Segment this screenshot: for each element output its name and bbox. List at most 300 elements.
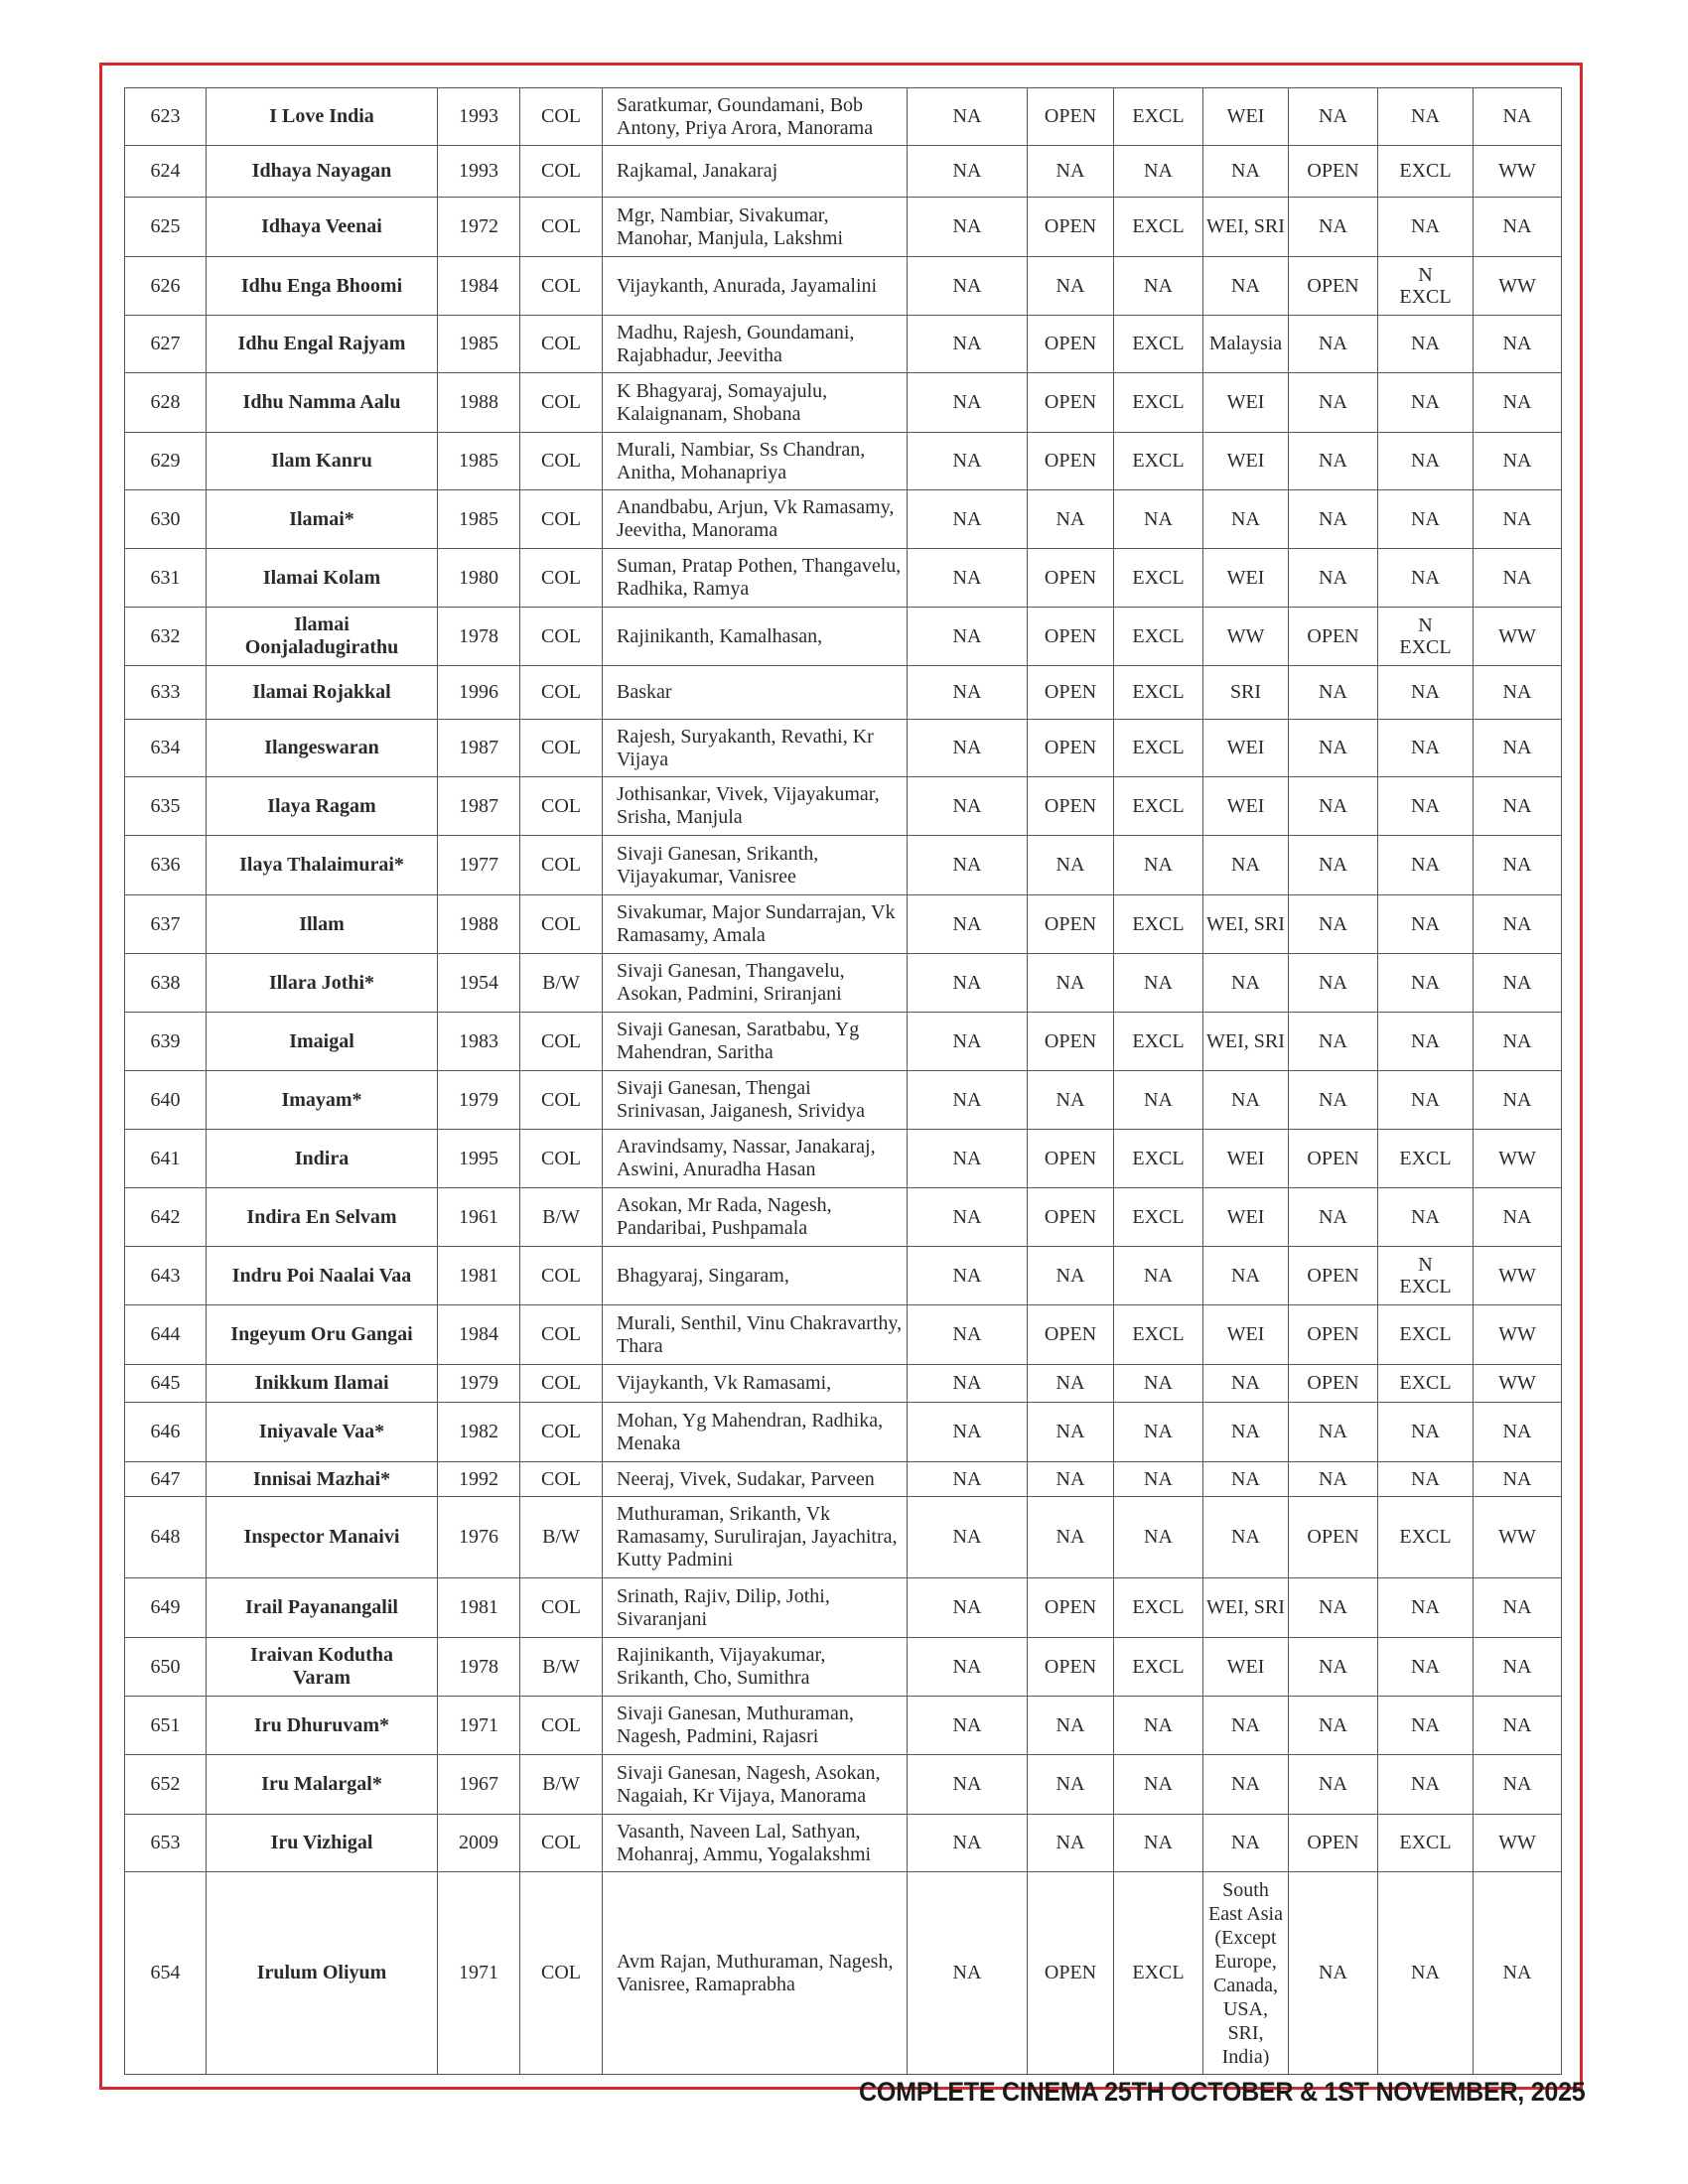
film-number: 644 [125, 1305, 207, 1365]
film-number: 637 [125, 895, 207, 954]
table-row [125, 777, 1562, 836]
release-year: 1993 [438, 146, 520, 198]
film-title: Illara Jothi* [207, 954, 438, 1013]
rights-cell-6: NA [1378, 549, 1474, 608]
table-row [125, 1188, 1562, 1247]
rights-cell-3: EXCL [1114, 895, 1203, 954]
rights-cell-5: OPEN [1289, 146, 1378, 198]
territory-cell: WEI, SRI [1203, 198, 1289, 257]
rights-cell-6: EXCL [1378, 1365, 1474, 1403]
rights-cell-1: NA [908, 1755, 1028, 1815]
film-format: COL [520, 549, 603, 608]
cast-list: Aravindsamy, Nassar, Janakaraj, Aswini, Anuradha Hasan [603, 1130, 908, 1188]
film-title: Iru Malargal* [207, 1755, 438, 1815]
rights-cell-1: NA [908, 1013, 1028, 1071]
rights-cell-7: NA [1474, 373, 1562, 433]
rights-cell-5: OPEN [1289, 1305, 1378, 1365]
film-number: 643 [125, 1247, 207, 1305]
rights-cell-7: WW [1474, 1247, 1562, 1305]
film-number: 625 [125, 198, 207, 257]
table-row [125, 1071, 1562, 1130]
rights-cell-5: NA [1289, 720, 1378, 777]
rights-cell-6: NA [1378, 836, 1474, 895]
rights-cell-5: NA [1289, 954, 1378, 1013]
rights-cell-6: NA [1378, 1697, 1474, 1755]
rights-cell-6: EXCL [1378, 1497, 1474, 1578]
rights-cell-3: EXCL [1114, 1188, 1203, 1247]
film-number: 638 [125, 954, 207, 1013]
table-row [125, 257, 1562, 316]
rights-cell-5: NA [1289, 198, 1378, 257]
rights-cell-6: EXCL [1378, 146, 1474, 198]
table-row [125, 1697, 1562, 1755]
table-row [125, 146, 1562, 198]
film-number: 642 [125, 1188, 207, 1247]
territory-cell: NA [1203, 1497, 1289, 1578]
rights-cell-2: NA [1028, 1755, 1114, 1815]
rights-cell-7: NA [1474, 895, 1562, 954]
rights-cell-7: NA [1474, 433, 1562, 490]
rights-cell-6: NA [1378, 1071, 1474, 1130]
film-format: COL [520, 373, 603, 433]
film-title: I Love India [207, 88, 438, 146]
rights-cell-2: OPEN [1028, 1188, 1114, 1247]
rights-cell-2: NA [1028, 836, 1114, 895]
film-number: 649 [125, 1578, 207, 1638]
rights-cell-1: NA [908, 1188, 1028, 1247]
rights-cell-1: NA [908, 666, 1028, 720]
table-row [125, 1497, 1562, 1578]
release-year: 1978 [438, 1638, 520, 1697]
film-title: Iru Dhuruvam* [207, 1697, 438, 1755]
cast-list: Saratkumar, Goundamani, Bob Antony, Priya Arora, Manorama [603, 88, 908, 146]
film-number: 645 [125, 1365, 207, 1403]
rights-cell-1: NA [908, 373, 1028, 433]
rights-cell-6: NA [1378, 777, 1474, 836]
release-year: 1972 [438, 198, 520, 257]
film-format: COL [520, 1462, 603, 1497]
rights-cell-3: NA [1114, 1462, 1203, 1497]
table-row [125, 88, 1562, 146]
cast-list: Jothisankar, Vivek, Vijayakumar, Srisha, Manjula [603, 777, 908, 836]
cast-list: Sivaji Ganesan, Muthuraman, Nagesh, Padmini, Rajasri [603, 1697, 908, 1755]
rights-cell-3: EXCL [1114, 1305, 1203, 1365]
rights-cell-3: NA [1114, 1815, 1203, 1872]
film-number: 630 [125, 490, 207, 549]
release-year: 1985 [438, 433, 520, 490]
territory-cell: WEI [1203, 88, 1289, 146]
territory-cell: NA [1203, 836, 1289, 895]
rights-cell-7: WW [1474, 1365, 1562, 1403]
film-format: COL [520, 1305, 603, 1365]
rights-cell-5: NA [1289, 490, 1378, 549]
film-format: B/W [520, 1188, 603, 1247]
rights-cell-2: OPEN [1028, 666, 1114, 720]
release-year: 1988 [438, 895, 520, 954]
rights-cell-3: EXCL [1114, 1872, 1203, 2075]
film-number: 648 [125, 1497, 207, 1578]
rights-cell-5: NA [1289, 1462, 1378, 1497]
territory-cell: NA [1203, 954, 1289, 1013]
territory-cell: NA [1203, 1755, 1289, 1815]
release-year: 1967 [438, 1755, 520, 1815]
film-number: 652 [125, 1755, 207, 1815]
cast-list: Suman, Pratap Pothen, Thangavelu, Radhika, Ramya [603, 549, 908, 608]
film-title: Idhaya Veenai [207, 198, 438, 257]
rights-cell-2: NA [1028, 1697, 1114, 1755]
rights-cell-5: NA [1289, 1188, 1378, 1247]
rights-cell-3: EXCL [1114, 549, 1203, 608]
rights-cell-6: NA [1378, 720, 1474, 777]
table-row [125, 1462, 1562, 1497]
rights-cell-2: OPEN [1028, 433, 1114, 490]
rights-cell-6: NA [1378, 895, 1474, 954]
film-title: Ilam Kanru [207, 433, 438, 490]
territory-cell: NA [1203, 1247, 1289, 1305]
rights-cell-2: NA [1028, 1497, 1114, 1578]
rights-cell-5: NA [1289, 777, 1378, 836]
rights-cell-1: NA [908, 1578, 1028, 1638]
table-row [125, 549, 1562, 608]
territory-cell: WEI [1203, 720, 1289, 777]
table-row [125, 1638, 1562, 1697]
territory-cell: NA [1203, 1815, 1289, 1872]
rights-cell-5: OPEN [1289, 1130, 1378, 1188]
table-row [125, 373, 1562, 433]
rights-cell-7: NA [1474, 490, 1562, 549]
rights-cell-1: NA [908, 1130, 1028, 1188]
rights-cell-5: NA [1289, 1071, 1378, 1130]
cast-list: Anandbabu, Arjun, Vk Ramasamy, Jeevitha, Manorama [603, 490, 908, 549]
rights-cell-5: NA [1289, 1697, 1378, 1755]
rights-cell-1: NA [908, 549, 1028, 608]
rights-cell-6: NA [1378, 1872, 1474, 2075]
cast-list: Madhu, Rajesh, Goundamani, Rajabhadur, Jeevitha [603, 316, 908, 373]
cast-list: Rajinikanth, Vijayakumar, Srikanth, Cho, Sumithra [603, 1638, 908, 1697]
table-row [125, 1755, 1562, 1815]
film-rights-table [124, 87, 1562, 2075]
release-year: 1995 [438, 1130, 520, 1188]
rights-cell-2: OPEN [1028, 1872, 1114, 2075]
rights-cell-3: NA [1114, 1365, 1203, 1403]
film-number: 626 [125, 257, 207, 316]
release-year: 1981 [438, 1247, 520, 1305]
cast-list: Vasanth, Naveen Lal, Sathyan, Mohanraj, Ammu, Yogalakshmi [603, 1815, 908, 1872]
rights-cell-3: NA [1114, 836, 1203, 895]
territory-cell: NA [1203, 1403, 1289, 1462]
rights-cell-3: NA [1114, 1247, 1203, 1305]
film-number: 623 [125, 88, 207, 146]
rights-cell-1: NA [908, 720, 1028, 777]
cast-list: Rajkamal, Janakaraj [603, 146, 908, 198]
rights-cell-6: NA [1378, 316, 1474, 373]
rights-cell-2: NA [1028, 954, 1114, 1013]
territory-cell: NA [1203, 146, 1289, 198]
film-format: COL [520, 895, 603, 954]
rights-cell-7: NA [1474, 1188, 1562, 1247]
cast-list: Sivakumar, Major Sundarrajan, Vk Ramasamy, Amala [603, 895, 908, 954]
territory-cell: WEI [1203, 777, 1289, 836]
rights-cell-5: OPEN [1289, 1365, 1378, 1403]
territory-cell: WW [1203, 608, 1289, 666]
film-title: Indira [207, 1130, 438, 1188]
rights-cell-2: NA [1028, 257, 1114, 316]
film-title: Idhaya Nayagan [207, 146, 438, 198]
rights-cell-5: OPEN [1289, 1497, 1378, 1578]
release-year: 1985 [438, 490, 520, 549]
rights-cell-1: NA [908, 1403, 1028, 1462]
rights-cell-7: NA [1474, 1462, 1562, 1497]
cast-list: Rajinikanth, Kamalhasan, [603, 608, 908, 666]
rights-cell-5: NA [1289, 373, 1378, 433]
film-format: COL [520, 433, 603, 490]
territory-cell: WEI, SRI [1203, 895, 1289, 954]
film-format: COL [520, 1013, 603, 1071]
film-title: Idhu Engal Rajyam [207, 316, 438, 373]
film-title: Ilamai Kolam [207, 549, 438, 608]
film-format: COL [520, 1872, 603, 2075]
table-row [125, 1815, 1562, 1872]
rights-cell-6: NA [1378, 373, 1474, 433]
rights-cell-1: NA [908, 1697, 1028, 1755]
rights-cell-3: EXCL [1114, 433, 1203, 490]
rights-cell-7: WW [1474, 146, 1562, 198]
rights-cell-1: NA [908, 490, 1028, 549]
film-format: COL [520, 1815, 603, 1872]
table-row [125, 720, 1562, 777]
table-body [125, 88, 1562, 2075]
rights-cell-2: OPEN [1028, 1638, 1114, 1697]
film-number: 629 [125, 433, 207, 490]
rights-cell-7: NA [1474, 720, 1562, 777]
release-year: 1976 [438, 1497, 520, 1578]
rights-cell-3: EXCL [1114, 198, 1203, 257]
table-row [125, 1403, 1562, 1462]
rights-cell-7: NA [1474, 198, 1562, 257]
territory-cell: South East Asia (Except Europe, Canada, USA, SRI, India) [1203, 1872, 1289, 2075]
film-format: COL [520, 1403, 603, 1462]
release-year: 1996 [438, 666, 520, 720]
film-format: COL [520, 490, 603, 549]
rights-cell-6: NA [1378, 1578, 1474, 1638]
rights-cell-5: NA [1289, 88, 1378, 146]
film-number: 634 [125, 720, 207, 777]
rights-cell-3: EXCL [1114, 1130, 1203, 1188]
cast-list: Neeraj, Vivek, Sudakar, Parveen [603, 1462, 908, 1497]
rights-cell-6: NA [1378, 1403, 1474, 1462]
film-title: Illam [207, 895, 438, 954]
rights-cell-5: NA [1289, 1638, 1378, 1697]
film-format: COL [520, 1130, 603, 1188]
film-format: COL [520, 88, 603, 146]
table-row [125, 316, 1562, 373]
rights-cell-7: NA [1474, 1403, 1562, 1462]
film-number: 646 [125, 1403, 207, 1462]
release-year: 1993 [438, 88, 520, 146]
rights-cell-2: OPEN [1028, 720, 1114, 777]
release-year: 1971 [438, 1697, 520, 1755]
cast-list: Avm Rajan, Muthuraman, Nagesh, Vanisree, Ramaprabha [603, 1872, 908, 2075]
rights-cell-3: EXCL [1114, 373, 1203, 433]
film-number: 635 [125, 777, 207, 836]
rights-cell-2: OPEN [1028, 608, 1114, 666]
table-row [125, 1305, 1562, 1365]
rights-cell-2: NA [1028, 1462, 1114, 1497]
rights-cell-5: NA [1289, 895, 1378, 954]
release-year: 1979 [438, 1071, 520, 1130]
table-row [125, 836, 1562, 895]
film-format: COL [520, 836, 603, 895]
rights-cell-2: OPEN [1028, 1578, 1114, 1638]
territory-cell: WEI [1203, 1305, 1289, 1365]
release-year: 1992 [438, 1462, 520, 1497]
release-year: 2009 [438, 1815, 520, 1872]
release-year: 1985 [438, 316, 520, 373]
rights-cell-2: OPEN [1028, 1013, 1114, 1071]
rights-cell-2: OPEN [1028, 316, 1114, 373]
rights-cell-6: EXCL [1378, 1305, 1474, 1365]
table-row [125, 1013, 1562, 1071]
cast-list: Murali, Senthil, Vinu Chakravarthy, Thara [603, 1305, 908, 1365]
cast-list: K Bhagyaraj, Somayajulu, Kalaignanam, Shobana [603, 373, 908, 433]
film-number: 632 [125, 608, 207, 666]
film-number: 628 [125, 373, 207, 433]
film-format: COL [520, 1071, 603, 1130]
rights-cell-5: NA [1289, 316, 1378, 373]
rights-cell-3: NA [1114, 490, 1203, 549]
rights-cell-3: NA [1114, 257, 1203, 316]
rights-cell-2: OPEN [1028, 1130, 1114, 1188]
rights-cell-7: NA [1474, 1872, 1562, 2075]
film-format: B/W [520, 1755, 603, 1815]
rights-cell-6: N EXCL [1378, 257, 1474, 316]
rights-cell-2: OPEN [1028, 88, 1114, 146]
film-format: B/W [520, 1638, 603, 1697]
rights-cell-2: OPEN [1028, 549, 1114, 608]
rights-cell-6: EXCL [1378, 1130, 1474, 1188]
cast-list: Murali, Nambiar, Ss Chandran, Anitha, Mohanapriya [603, 433, 908, 490]
film-number: 636 [125, 836, 207, 895]
territory-cell: Malaysia [1203, 316, 1289, 373]
rights-cell-5: NA [1289, 666, 1378, 720]
film-format: COL [520, 146, 603, 198]
release-year: 1977 [438, 836, 520, 895]
release-year: 1987 [438, 777, 520, 836]
rights-cell-7: NA [1474, 836, 1562, 895]
territory-cell: NA [1203, 257, 1289, 316]
film-number: 650 [125, 1638, 207, 1697]
film-title: Indira En Selvam [207, 1188, 438, 1247]
film-title: Indru Poi Naalai Vaa [207, 1247, 438, 1305]
rights-cell-2: NA [1028, 1365, 1114, 1403]
territory-cell: WEI [1203, 1188, 1289, 1247]
rights-cell-5: NA [1289, 433, 1378, 490]
table-row [125, 895, 1562, 954]
rights-cell-5: OPEN [1289, 1815, 1378, 1872]
film-number: 647 [125, 1462, 207, 1497]
rights-cell-3: NA [1114, 146, 1203, 198]
territory-cell: WEI, SRI [1203, 1013, 1289, 1071]
rights-cell-5: NA [1289, 836, 1378, 895]
rights-cell-6: NA [1378, 1013, 1474, 1071]
film-format: COL [520, 1365, 603, 1403]
film-number: 627 [125, 316, 207, 373]
table-row [125, 666, 1562, 720]
table-row [125, 1247, 1562, 1305]
rights-cell-3: EXCL [1114, 666, 1203, 720]
release-year: 1980 [438, 549, 520, 608]
release-year: 1971 [438, 1872, 520, 2075]
film-format: COL [520, 1578, 603, 1638]
rights-cell-7: NA [1474, 316, 1562, 373]
rights-cell-2: NA [1028, 1071, 1114, 1130]
rights-cell-7: WW [1474, 257, 1562, 316]
rights-cell-3: EXCL [1114, 1013, 1203, 1071]
table-row [125, 433, 1562, 490]
film-number: 624 [125, 146, 207, 198]
table-row [125, 1872, 1562, 2075]
rights-cell-3: EXCL [1114, 88, 1203, 146]
release-year: 1982 [438, 1403, 520, 1462]
rights-cell-1: NA [908, 316, 1028, 373]
rights-cell-2: NA [1028, 146, 1114, 198]
film-title: Inspector Manaivi [207, 1497, 438, 1578]
rights-cell-6: NA [1378, 1462, 1474, 1497]
film-format: COL [520, 316, 603, 373]
rights-cell-7: WW [1474, 1130, 1562, 1188]
rights-cell-1: NA [908, 895, 1028, 954]
territory-cell: WEI [1203, 1130, 1289, 1188]
rights-cell-3: NA [1114, 1403, 1203, 1462]
film-number: 633 [125, 666, 207, 720]
release-year: 1961 [438, 1188, 520, 1247]
cast-list: Srinath, Rajiv, Dilip, Jothi, Sivaranjani [603, 1578, 908, 1638]
cast-list: Sivaji Ganesan, Saratbabu, Yg Mahendran, Saritha [603, 1013, 908, 1071]
film-title: Ingeyum Oru Gangai [207, 1305, 438, 1365]
rights-cell-3: EXCL [1114, 1638, 1203, 1697]
rights-cell-2: NA [1028, 1403, 1114, 1462]
film-format: COL [520, 777, 603, 836]
rights-cell-6: NA [1378, 490, 1474, 549]
table-row [125, 1578, 1562, 1638]
rights-cell-1: NA [908, 954, 1028, 1013]
rights-cell-5: OPEN [1289, 1247, 1378, 1305]
film-title: Ilamai* [207, 490, 438, 549]
table-row [125, 490, 1562, 549]
page-footer: COMPLETE CINEMA 25TH OCTOBER & 1ST NOVEMBER, 2025 [858, 2077, 1585, 2107]
rights-cell-6: NA [1378, 198, 1474, 257]
rights-cell-7: NA [1474, 1638, 1562, 1697]
rights-cell-5: OPEN [1289, 257, 1378, 316]
territory-cell: WEI, SRI [1203, 1578, 1289, 1638]
film-title: Ilamai Rojakkal [207, 666, 438, 720]
release-year: 1987 [438, 720, 520, 777]
rights-cell-3: EXCL [1114, 720, 1203, 777]
rights-cell-1: NA [908, 1638, 1028, 1697]
film-title: Idhu Enga Bhoomi [207, 257, 438, 316]
rights-cell-1: NA [908, 1071, 1028, 1130]
rights-cell-1: NA [908, 1247, 1028, 1305]
film-number: 639 [125, 1013, 207, 1071]
rights-cell-1: NA [908, 433, 1028, 490]
release-year: 1954 [438, 954, 520, 1013]
cast-list: Sivaji Ganesan, Thengai Srinivasan, Jaiganesh, Srividya [603, 1071, 908, 1130]
rights-cell-6: NA [1378, 1755, 1474, 1815]
rights-cell-7: WW [1474, 1815, 1562, 1872]
rights-cell-6: NA [1378, 88, 1474, 146]
rights-cell-1: NA [908, 1815, 1028, 1872]
territory-cell: NA [1203, 1071, 1289, 1130]
